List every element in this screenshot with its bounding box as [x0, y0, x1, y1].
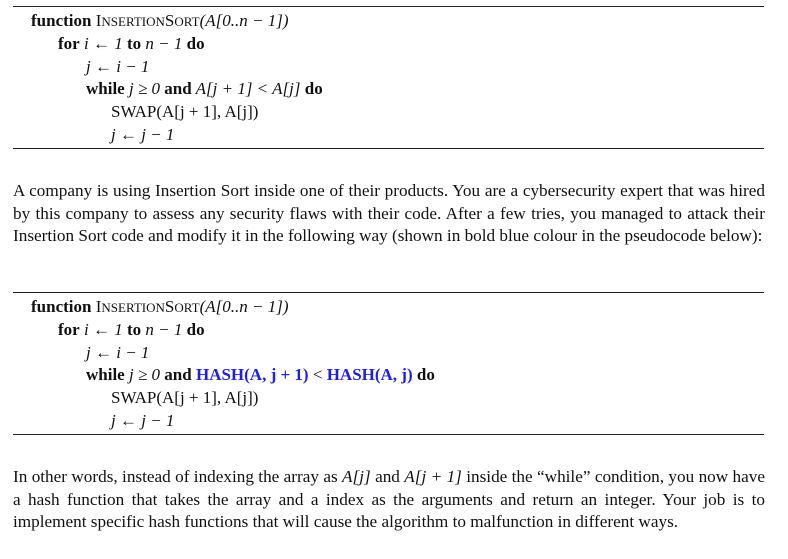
- top-rule: [13, 6, 764, 7]
- intro-paragraph: A company is using Insertion Sort inside one of their products. You are a cybersecurity expert that was hired by this company to assess any security flaws with their code. After a few tries, you managed to attack their Insertion Sort code and modify it in the following way (shown in bold blue colour in the pseudocode below):: [13, 181, 765, 245]
- decrement-j-line: j ← j − 1: [111, 411, 175, 430]
- while-line: while j ≥ 0 and HASH(A, j + 1) < HASH(A, j) do: [86, 365, 435, 384]
- for-loop-line: for i ← 1 to n − 1 do: [58, 34, 205, 53]
- function-header: function INSERTIONSORT(A[0..n − 1]): [31, 11, 289, 30]
- algorithm-original: [13, 6, 764, 151]
- explanation-paragraph: In other words, instead of indexing the array as A[j] and A[j + 1] inside the “while” condition, you now have a hash function that takes the array and a index as the arguments and return an integer. Your job is to implement specific hash functions that will cause the algorithm to malfunction in different ways.: [13, 467, 765, 531]
- function-header: function INSERTIONSORT(A[0..n − 1]): [31, 297, 289, 316]
- bottom-rule: [13, 434, 764, 435]
- decrement-j-line: j ← j − 1: [111, 125, 175, 144]
- algorithm-modified: [13, 292, 764, 437]
- top-rule: [13, 292, 764, 293]
- swap-line: SWAP(A[j + 1], A[j]): [111, 102, 259, 121]
- hash-call-j-plus-1: HASH(A, j + 1): [195, 365, 309, 384]
- for-loop-line: for i ← 1 to n − 1 do: [58, 320, 205, 339]
- assign-j-line: j ← i − 1: [86, 57, 150, 76]
- swap-line: SWAP(A[j + 1], A[j]): [111, 388, 259, 407]
- while-line: while j ≥ 0 and A[j + 1] < A[j] do: [86, 79, 323, 98]
- hash-call-j: HASH(A, j): [326, 365, 413, 384]
- bottom-rule: [13, 148, 764, 149]
- assign-j-line: j ← i − 1: [86, 343, 150, 362]
